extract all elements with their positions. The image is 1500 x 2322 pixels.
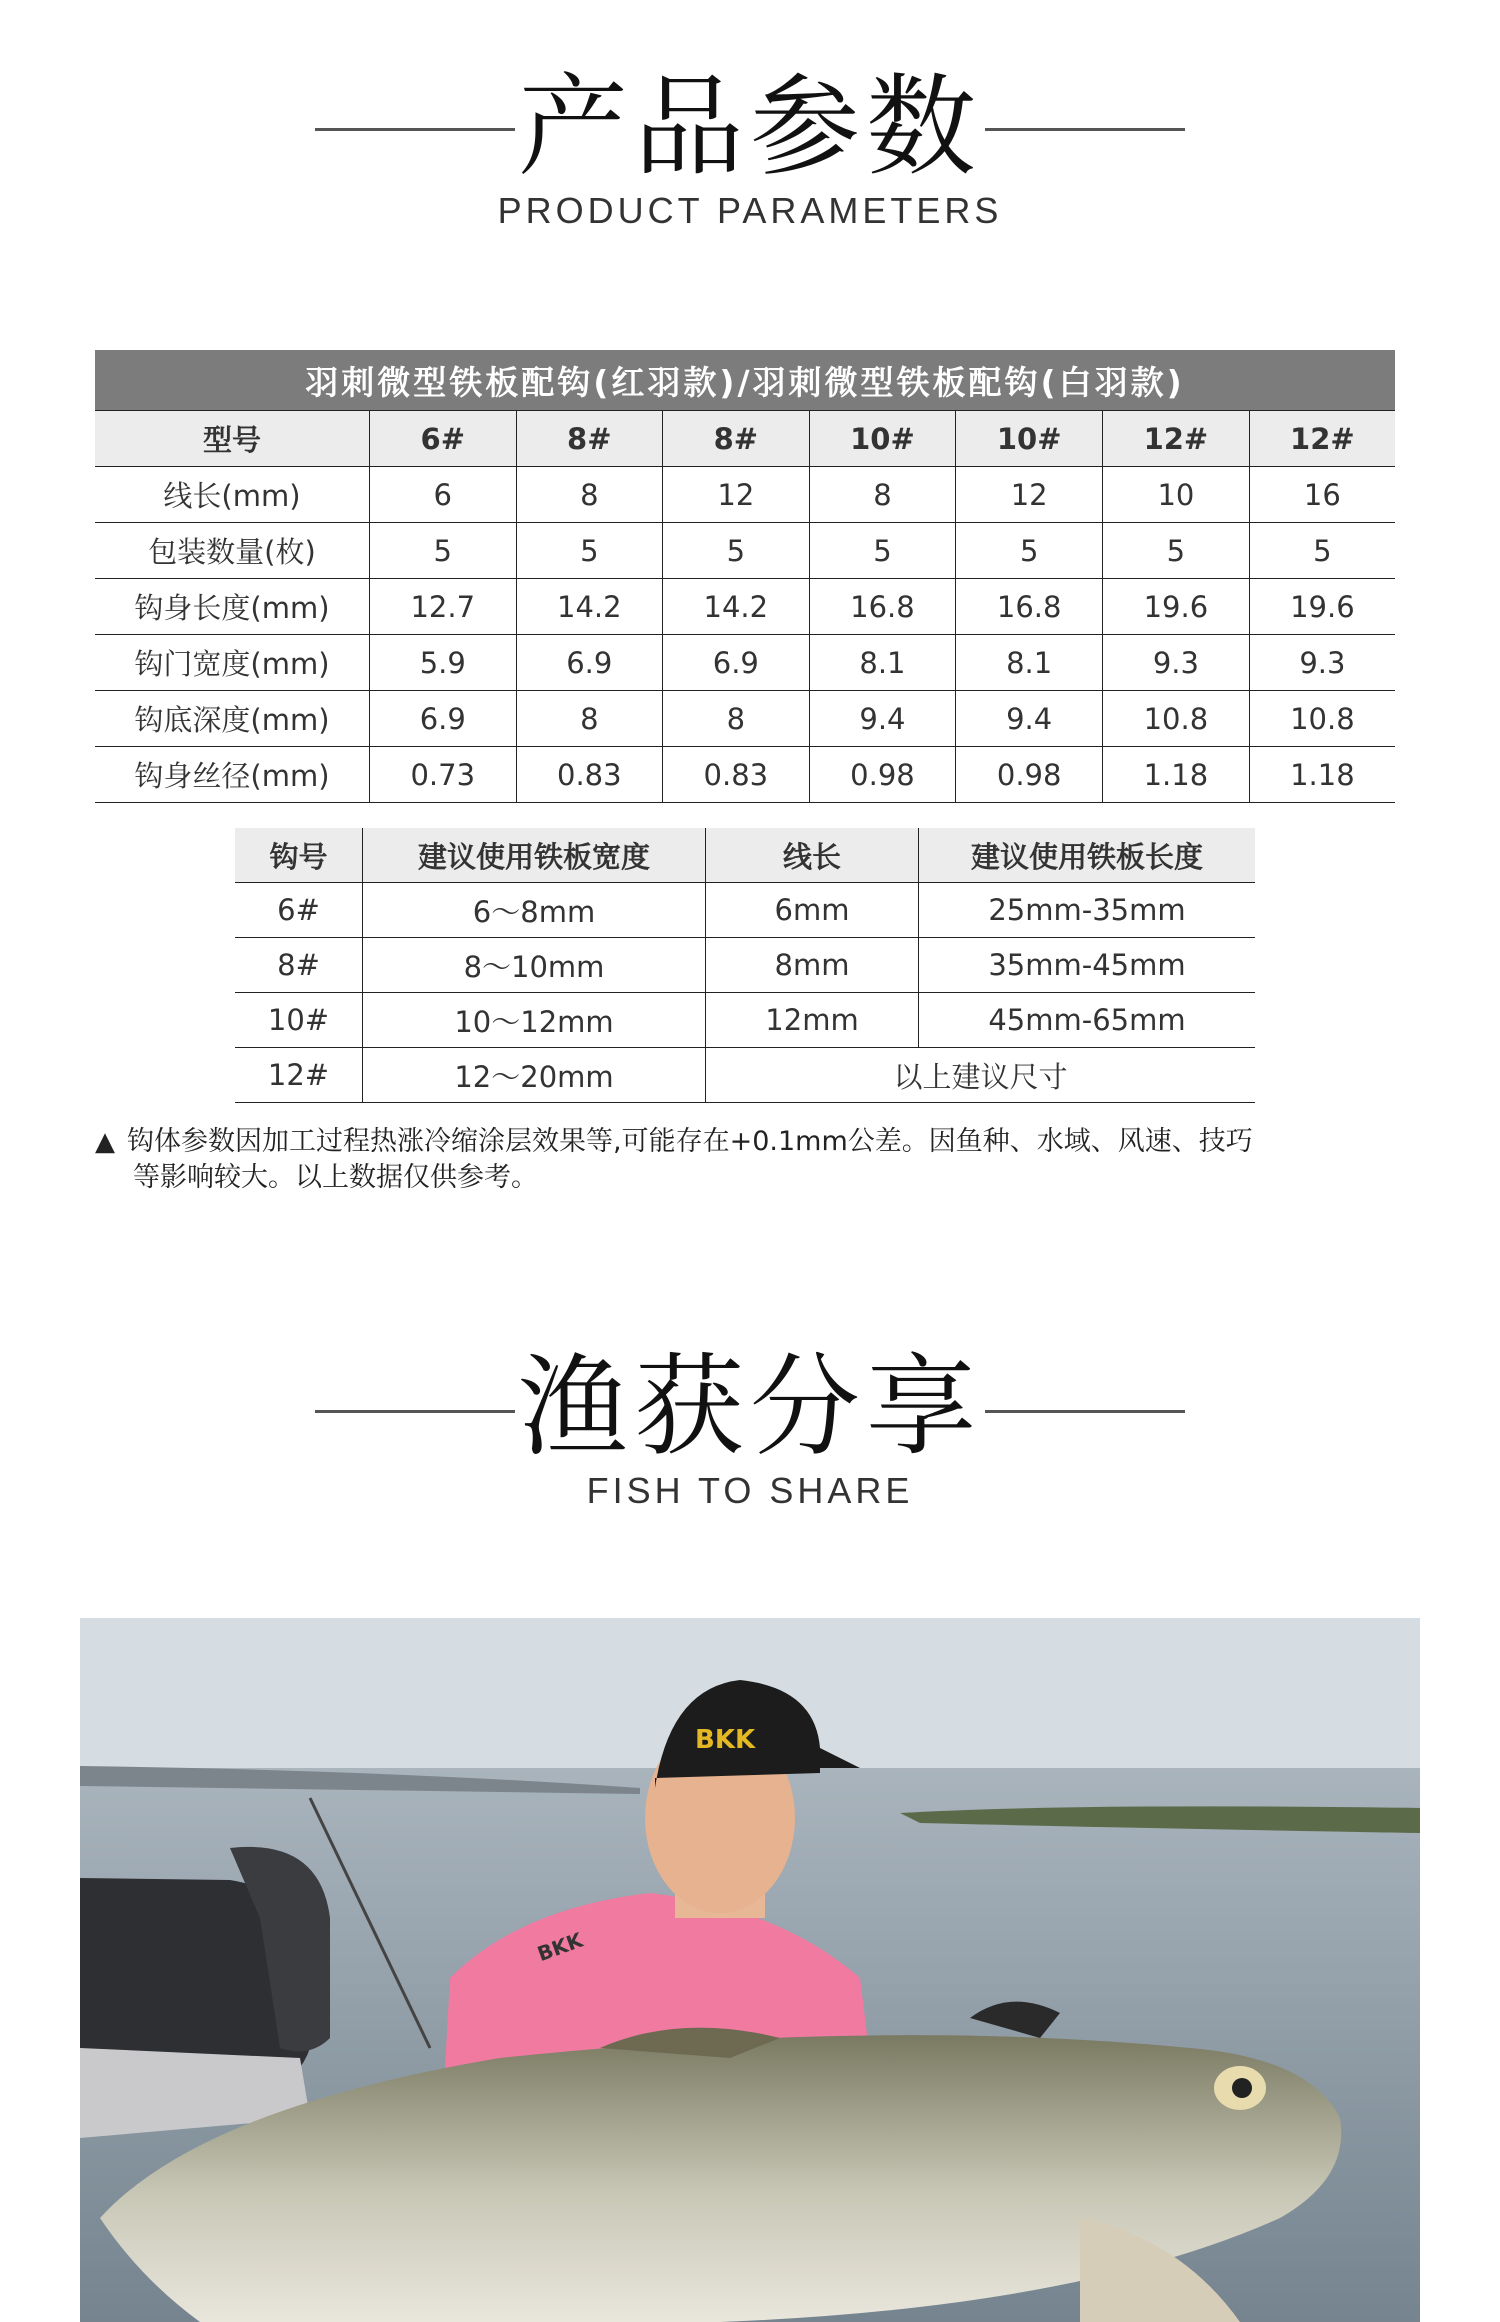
table-cell: 10 (1103, 467, 1250, 523)
section-header-parameters (0, 63, 1500, 232)
table-cell: 16.8 (956, 579, 1103, 635)
spec-table (95, 350, 1395, 803)
header-cell: 线长 (706, 828, 919, 883)
table-cell: 0.83 (516, 747, 663, 803)
table-cell: 8 (663, 691, 810, 747)
table-cell: 1.18 (1249, 747, 1395, 803)
table-cell: 16.8 (809, 579, 956, 635)
table-cell: 6mm (706, 883, 919, 938)
table-cell: 14.2 (663, 579, 810, 635)
section-title-cn: 产品参数 (518, 63, 982, 191)
table-row (235, 993, 1255, 1048)
cap-logo: BKK (695, 1725, 756, 1755)
header-cell: 12# (1249, 411, 1395, 467)
table-row (95, 467, 1395, 523)
table-cell: 5 (370, 523, 517, 579)
table-cell: 5.9 (370, 635, 517, 691)
table-cell: 6.9 (516, 635, 663, 691)
table-cell: 12 (663, 467, 810, 523)
row-label: 钩门宽度(mm) (95, 635, 370, 691)
table-cell: 0.73 (370, 747, 517, 803)
table-cell: 8 (516, 467, 663, 523)
table-cell: 8# (235, 938, 363, 993)
table-cell: 0.98 (956, 747, 1103, 803)
merged-cell: 以上建议尺寸 (706, 1048, 1256, 1103)
header-cell: 型号 (95, 411, 370, 467)
header-cell: 6# (370, 411, 517, 467)
table-cell: 8 (809, 467, 956, 523)
table-row (235, 938, 1255, 993)
table-cell: 5 (956, 523, 1103, 579)
row-label: 包装数量(枚) (95, 523, 370, 579)
header-cell: 建议使用铁板长度 (919, 828, 1256, 883)
row-label: 钩身长度(mm) (95, 579, 370, 635)
table-cell: 1.18 (1103, 747, 1250, 803)
table-cell: 5 (1103, 523, 1250, 579)
table-cell: 5 (809, 523, 956, 579)
table-cell: 6～8mm (363, 883, 706, 938)
row-label: 钩底深度(mm) (95, 691, 370, 747)
table-row (95, 579, 1395, 635)
section-title-en: FISH TO SHARE (586, 1470, 914, 1511)
table-cell: 5 (516, 523, 663, 579)
table-cell: 16 (1249, 467, 1395, 523)
table-cell: 19.6 (1249, 579, 1395, 635)
table-cell: 10～12mm (363, 993, 706, 1048)
table-cell: 19.6 (1103, 579, 1250, 635)
header-cell: 8# (663, 411, 810, 467)
table-cell: 6.9 (663, 635, 810, 691)
section-title-cn: 渔获分享 (518, 1343, 982, 1471)
table-cell: 25mm-35mm (919, 883, 1256, 938)
table-cell: 9.4 (809, 691, 956, 747)
table-cell: 35mm-45mm (919, 938, 1256, 993)
table-cell: 8.1 (956, 635, 1103, 691)
table-cell: 12～20mm (363, 1048, 706, 1103)
table-row (95, 523, 1395, 579)
row-label: 钩身丝径(mm) (95, 747, 370, 803)
header-cell: 8# (516, 411, 663, 467)
section-header-fish-share (0, 1343, 1500, 1512)
table-cell: 45mm-65mm (919, 993, 1256, 1048)
table-title-row (95, 350, 1395, 411)
table-row (95, 691, 1395, 747)
table-cell: 9.3 (1249, 635, 1395, 691)
table-cell: 5 (1249, 523, 1395, 579)
note-line-1: 钩体参数因加工过程热涨冷缩涂层效果等,可能存在+0.1mm公差。因鱼种、水域、风速、技巧 (127, 1126, 1253, 1157)
table-header-row (235, 828, 1255, 883)
table-cell: 10.8 (1103, 691, 1250, 747)
table-cell: 12.7 (370, 579, 517, 635)
header-cell: 钩号 (235, 828, 363, 883)
table-cell: 8～10mm (363, 938, 706, 993)
table-cell: 5 (663, 523, 810, 579)
table-cell: 8 (516, 691, 663, 747)
table-header-row (95, 411, 1395, 467)
table-cell: 0.83 (663, 747, 810, 803)
catch-photo (80, 1618, 1420, 2322)
table-cell: 12# (235, 1048, 363, 1103)
table-cell: 12mm (706, 993, 919, 1048)
disclaimer-note (95, 1124, 1415, 1196)
table-cell: 12 (956, 467, 1103, 523)
header-cell: 12# (1103, 411, 1250, 467)
table-cell: 8mm (706, 938, 919, 993)
warning-icon: ▲ (95, 1127, 115, 1157)
table-row (95, 635, 1395, 691)
table-cell: 9.4 (956, 691, 1103, 747)
hook-size-table (235, 828, 1255, 1103)
header-cell: 建议使用铁板宽度 (363, 828, 706, 883)
table-cell: 10.8 (1249, 691, 1395, 747)
table-cell: 6.9 (370, 691, 517, 747)
table-row (235, 883, 1255, 938)
section-title-en: PRODUCT PARAMETERS (497, 190, 1003, 231)
header-cell: 10# (956, 411, 1103, 467)
catch-photo-illustration (80, 1618, 1420, 2322)
table-cell: 14.2 (516, 579, 663, 635)
header-cell: 10# (809, 411, 956, 467)
fish-pupil (1232, 2078, 1252, 2098)
row-label: 线长(mm) (95, 467, 370, 523)
table-title: 羽刺微型铁板配钩(红羽款)/羽刺微型铁板配钩(白羽款) (95, 350, 1395, 411)
table-row (95, 747, 1395, 803)
shirt-logo: BKK (534, 1927, 586, 1967)
table-cell: 8.1 (809, 635, 956, 691)
table-cell: 10# (235, 993, 363, 1048)
table-cell: 6 (370, 467, 517, 523)
table-cell: 6# (235, 883, 363, 938)
note-line-2: 等影响较大。以上数据仅供参考。 (133, 1162, 538, 1193)
table-row (235, 1048, 1255, 1103)
table-cell: 0.98 (809, 747, 956, 803)
table-cell: 9.3 (1103, 635, 1250, 691)
